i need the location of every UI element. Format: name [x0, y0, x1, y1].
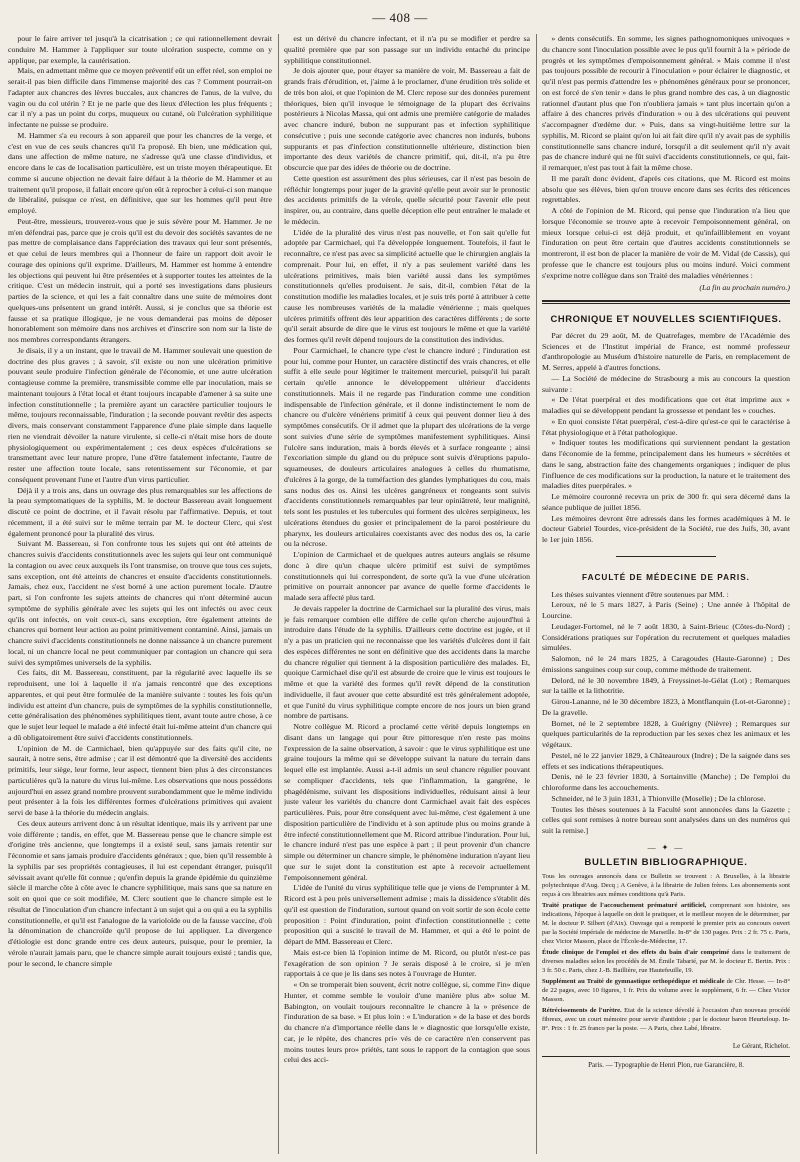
- bulletin-intro: Tous les ouvrages annoncés dans ce Bulletin se trouvent : A Bruxelles, à la librairie polytechnique d'Aug. Decq ; A Genève, à la librairie de Julien frères. Les abonnements sont reçus à ces librairies aux mêmes conditions qu'à Paris.: [542, 873, 790, 899]
- continued-note: (La fin au prochain numéro.): [699, 283, 790, 293]
- paragraph: Par décret du 29 août, M. de Quatrefages, membre de l'Académie des Sciences et de l'Institut impérial de France, est nommé professeur d'anthropologie au Muséum d'histoire naturelle de Paris, en remplacement de M. Serres, appelé à d'autres fonctions.: [542, 330, 790, 372]
- column-middle: [284, 34, 530, 1154]
- chronicle-heading: CHRONIQUE ET NOUVELLES SCIENTIFIQUES.: [550, 313, 782, 324]
- paragraph: pour le faire arriver tel jusqu'à la cicatrisation ; ce qui rationnellement devrait conduire M. Hammer à l'appliquer sur toute ulcération suspecte, comme on y applique, par exemple, la cautérisation.: [8, 34, 272, 65]
- paragraph: » dents consécutifs. En somme, les signes pathognomoniques univoques » du chancre sont l'inoculation possible avec le pus qu'il fournit à la » période de progrès et les symptômes d'empoisonnement général. » Mais comme il n'est pas toujours possible de recourir à l'inoculation » pour éclairer le diagnostic, et qu'il n'est pas permis d'attendre les » phénomènes généraux pour se prononcer, on est forcé de s'en tenir » dans le plus grand nombre des cas, à un diagnostic rationnel d'autant plus que l'on n'oubliera jamais » tant plus incertain qu'on a affaire à des chancres privés d'induration » ou à des ulcérations qui peuvent s'accompagner d'œdème dur. » Puis, dans sa vingt-huitième lettre sur la syphilis, M. Ricord se plaint qu'on lui ait fait dire qu'il n'y avait pas de syphilis constitutionnelle sans chancre induré, lorsqu'il a dit seulement qu'il n'y avait pas de chancre induré qui ne fût suivi d'accidents constitutionnels, ce qui, fait-il remarquer, n'est pas tout à fait la même chose.: [542, 34, 790, 172]
- bulletin-heading: BULLETIN BIBLIOGRAPHIQUE.: [584, 856, 748, 868]
- bibliography-text: comprenant son histoire, ses indications, l'époque à laquelle on doit le pratiquer, et le meilleur moyen de le déterminer, par M. le docteur P. Silbert (d'Aix). Ouvrage qui a remporté le premier prix au concours ouvert par la Société impériale de médecine de Marseille. In-8° de 130 pages. Prix : 2 fr. 75 c. Paris, chez Victor Masson, place de l'École-de-Médecine, 17.: [542, 902, 790, 946]
- bibliography-item: [542, 901, 790, 946]
- bibliography-title: Rétrécissements de l'urètre.: [542, 1007, 622, 1015]
- paragraph: Mais est-ce bien là l'opinion intime de M. Ricord, ou plutôt n'est-ce pas l'exagération de son opinion ? Je serais disposé à le croire, si je m'en rapportais à ce que je lis dans ses notes à l'ouvrage de Hunter.: [284, 947, 530, 979]
- paragraph: Mais, en admettant même que ce moyen préventif eût un effet réel, son emploi ne serait-il pas bien difficile dans l'immense majorité des cas ? Comment pourrait-on l'adapter aux chancres des lèvres buccales, aux chancres de l'anus, de la vulve, du vagin ou du col utérin ? Et je ne parle que des lieux d'élection les plus fréquents ; car il n'y a pas un point du corps, muqueux ou cutané, où l'ulcération syphilitique infectante ne puisse se produire.: [8, 66, 272, 129]
- bibliography-text: dans le traitement de diverses maladies selon les procédés de M. Émile Tabarié, par M. le docteur E. Bertin. Prix : 3 fr. 50 c. Paris, chez J.-B. Baillière, rue Hautefeuille, 19.: [542, 949, 790, 975]
- paragraph: Pour Carmichael, le chancre type c'est le chancre induré ; l'induration est pour lui, comme pour Hunter, un caractère distinctif des vrais chancres, et elle suffit à elle seule pour légitimer le traitement mercuriel, puisqu'il lui paraît certain qu'elle annonce le développement ultérieur d'accidents constitutionnels. Mais il ne regarde pas l'induration comme une condition indispensable de l'infection générale, et il donne indistinctement le nom de chancre ou d'ulcère vénériens primitif à ceux qui peuvent donner lieu à des symptômes consécutifs. Or il admet que la plupart des ulcérations de la verge sont suivies d'une série de symptômes manifestement syphilitiques. Ainsi l'ulcère sans induration, mais à bords élevés et à surface rongeante ; ainsi l'excoriation simple du gland ou du prépuce sont suivis d'éruptions papulo-squameuses, de douleurs articulaires analogues à celles du rhumatisme, d'ulcères à la gorge, de la tuméfaction des glandes lymphatiques du cou, mais sans nodus des os. Ainsi les ulcères gangréneux et rongeants sont suivis d'accidents constitutionnels remarquables par leur opiniâtreté, leur malignité, tels sont les pustules et les tubercules qui forment des ulcères serpigineux, les ulcérations étendues du gosier et principalement de la paroi postérieure du pharynx, les douleurs articulaires coexistants avec des nodus des os, la carie ou la nécrose.: [284, 345, 530, 549]
- theses-list: [542, 590, 790, 837]
- faculty-heading: FACULTÉ DE MÉDECINE DE PARIS.: [582, 572, 750, 582]
- bibliography-title: Étude clinique de l'emploi et des effets du bain d'air comprimé: [542, 949, 730, 957]
- thesis-item: Girou-Lananne, né le 30 décembre 1823, à Montflanquin (Lot-et-Garonne) ; De la gravelle.: [542, 697, 790, 717]
- paragraph: Cette question est assurément des plus sérieuses, car il n'est pas besoin de réfléchir longtemps pour juger de la gravité qu'elle peut avoir sur le pronostic des accidents primitifs de la vérole, quelle sécurité pour l'avenir elle peut inspirer, ou, au contraire, dans quelle déception elle peut entraîner le malade et le médecin.: [284, 173, 530, 226]
- paragraph: Il me paraît donc évident, d'après ces citations, que M. Ricord est moins absolu que ses élèves, bien qu'on trouve encore dans ses écrits des réticences regrettables.: [542, 173, 790, 205]
- thesis-item: Bornet, né le 2 septembre 1828, à Guérigny (Nièvre) ; Remarques sur quelques particularités de la reproduction par les sexes chez les animaux et les végétaux.: [542, 718, 790, 749]
- bibliography-item: [542, 977, 790, 1004]
- paragraph: Ces deux auteurs arrivent donc à un résultat identique, mais ils y arrivent par une voie différente ; tandis, en effet, que M. Bassereau pense que le chancre simple est d'origine très ancienne, que longtemps il a existé seul, sans jamais retentir sur l'économie et sans jamais produire d'accidents généraux ; que, bien qu'il ressemble à la syphilis par ses propriétés contagieuses, il lui est cependant étranger, puisqu'il sévissait avant qu'elle fût connue ; qu'enfin depuis la grande épidémie du quinzième siècle il marche côte à côte avec le chancre syphilitique, mais sans que sa nature en soit en quoi que ce soit modifiée, M. Clerc soutient que le chancre simple est le résultat de l'inoculation d'un chancre infectant à un sujet qui a ou qui a eu la syphilis constitutionnelle, et qu'il est l'analogue de la varioloïde ou de la fausse vaccine, d'où la dénomination de chancroïde qu'il propose de lui appliquer. La divergence d'étiologie est donc grande entre ces deux auteurs, puisque, pour le premier, la vérole n'aurait jamais paru, que le chancre simple aurait toujours existé ; tandis que, pour le second, le chancre simple: [8, 818, 272, 968]
- paragraph: A côté de l'opinion de M. Ricord, qui pense que l'induration n'a lieu que lorsque l'économie se trouve apte à recevoir l'empoisonnement général, on mieux lorsque celui-ci est déjà produit, et qu'infailliblement en voyant l'induration on peut être certain que d'autres accidents constitutionnels se montreront, il est bon de placer la manière de voir de M. Vidal (de Cassis), qui professe que le chancre est toujours plus ou moins induré. Voici comment s'exprime notre collègue dans son Traité des maladies vénériennes :: [542, 206, 790, 280]
- column-divider: [278, 34, 279, 1154]
- bibliography-text: de Chr. Hesse. — In-8° de 22 pages, avec 10 figures, 1 fr. Prix du volume avec le supplément, 6 fr. — Chez Victor Masson.: [542, 978, 790, 1004]
- paragraph: Les thèses suivantes viennent d'être soutenues par MM. :: [551, 589, 729, 599]
- paragraph: Peut-être, messieurs, trouverez-vous que je suis sévère pour M. Hammer. Je ne m'en défendrai pas, parce que je crois qu'il est du devoir des sociétés savantes de ne pas mettre de complaisance dans l'appréciation des travaux qui leur sont présentés, et que celui de leurs membres qui a l'honneur de faire un rapport doit avoir le courage des opinions qu'il exprime. D'ailleurs, M. Hammer est homme à entendre les objections qui peuvent lui être présentées et à supporter toutes les atteintes de la critique. C'est un médecin instruit, qui a porté ses investigations dans plusieurs parties de la science, et qui les a fait connaître dans une suite de mémoires dont quelques-uns présentent un grand intérêt. Aussi, si je conclus que sa théorie est fausse et sa pratique illogique, je ne vous demanderai pas moins de déposer honorablement son mémoire dans nos archives et d'inscrire son nom sur la liste de nos membres correspondants étrangers.: [8, 216, 272, 344]
- paragraph: L'idée de la pluralité des virus n'est pas nouvelle, et l'on sait qu'elle fut adoptée par Carmichael, qui l'a développée longuement. Toutefois, il faut le reconnaître, ce n'est pas avec sa simplicité actuelle que le chirurgien anglais la comprenait. Pour lui, en effet, il n'y a pas seulement variété dans les ulcérations primitives, mais bien variété aussi dans les symptômes constitutionnels qu'elles produisent. Je sais, dit-il, combien l'état de la constitution modifie les maladies locales, et je suis très porté à attribuer à cette cause les nombreuses variétés de la maladie vénérienne ; mais quelques ulcères primitifs offrent dès leur apparition des caractères différents ; de sorte qu'il serait absurde de dire que le virus est toujours le même et que la variété des formes qu'il revêt dépend toujours de la constitution des individus.: [284, 227, 530, 344]
- ornament-divider: — ✦ —: [647, 842, 685, 852]
- paragraph: Ces faits, dit M. Bassereau, constituent, par la régularité avec laquelle ils se reproduisent, une loi à laquelle il n'a jamais rencontré que des exceptions apparentes, et qui peut être formulée de la manière suivante : toutes les fois qu'un individu est atteint d'un chancre, puis de symptômes de la syphilis constitutionnelle, cette généralisation des phénomènes syphilitiques tient, avant toute autre chose, à ce que le sujet leur lequel le malade a été infecté était lui-même atteint d'un chancre qui a dû obligatoirement être suivi d'accidents constitutionnels.: [8, 668, 272, 742]
- thesis-item: Leudager-Fortomel, né le 7 août 1830, à Saint-Brieuc (Côtes-du-Nord) ; Considérations pratiques sur l'opération du recrutement et quelques maladies simulées.: [542, 621, 790, 653]
- thesis-item: Denis, né le 23 février 1830, à Sortainville (Manche) ; De l'emploi du chloroforme dans les accouchements.: [542, 772, 790, 792]
- printer-imprint: Paris. — Typographie de Henri Plon, rue Garancière, 8.: [542, 1056, 790, 1071]
- column-right: [542, 34, 790, 1154]
- paragraph: — La Société de médecine de Strasbourg a mis au concours la question suivante :: [542, 373, 790, 394]
- section-divider: [616, 556, 715, 557]
- paragraph: Je dois ajouter que, pour étayer sa manière de voir, M. Bassereau a fait de grands frais d'érudition, et, j'aime à le proclamer, d'une érudition très solide et de très bon aloi, et que l'opinion de M. Clerc repose sur des données purement théoriques, bien qu'il invoque le témoignage de la plupart des écrivains postérieurs à Nicolas Massa, qui ont admis une première catégorie de malades avec chancre induré, bubon ne suppurant pas et infection syphilitique consécutive ; puis une seconde catégorie avec chancres non indurés, bubons suppurants et pas d'infection constitutionnelle ultérieure, distinction bien importante des deux variétés de chancre primitif, qui, dit-il, n'a pu être obscurcie que par des idées de théorie ou de doctrine.: [284, 66, 530, 172]
- thesis-item: Leroux, né le 5 mars 1827, à Paris (Seine) ; Une année à l'hôpital de Lourcine.: [542, 600, 790, 620]
- thesis-item: Toutes les thèses soutenues à la Faculté sont annoncées dans la Gazette ; celles qui sont remises à notre bureau sont analysées dans un des numéros qui suit la remise.]: [542, 804, 790, 835]
- paragraph: est un dérivé du chancre infectant, et il n'a pu se modifier et perdre sa qualité première que par son passage sur un individu entaché du principe syphilitique constitutionnel.: [284, 34, 530, 65]
- paragraph: Je disais, il y a un instant, que le travail de M. Hammer soulevait une question de doctrine des plus graves ; à savoir, s'il existe ou non une ulcération primitive pouvant seule produire l'infection générale de l'économie, et une autre ulcération contagieuse comme la première, transmissible comme elle par inoculation, mais se maintenant toujours à l'état local et étant toujours incapable d'amener à sa suite une infection constitutionnelle ; la première ayant un caractère particulier toujours le même, toujours reconnaissable, l'induration ; la seconde pouvant revêtir des aspects divers, mais conservant constamment l'apparence d'une plaie simple dans laquelle rien ne viendrait dévoiler la nature virulente, si celle-ci n'était mise hors de doute physiologiquement ou expérimentalement ; ces deux espèces d'ulcérations se transmettant avec leur nature propre, l'une d'être fatalement infectante, l'autre de rester une affection toute locale, sans retentissement sur l'économie, et par conséquent provenant l'une et l'autre d'un virus particulier.: [8, 345, 272, 484]
- thesis-item: Pestel, né le 22 janvier 1829, à Châteauroux (Indre) ; De la saignée dans ses effets et ses indications thérapeutiques.: [542, 750, 790, 771]
- column-left: [8, 34, 272, 1154]
- thesis-item: Schneider, né le 3 juin 1831, à Thionville (Moselle) ; De la chlorose.: [551, 793, 766, 803]
- paragraph: « De l'état puerpéral et des modifications que cet état imprime aux » maladies qui se développent pendant la grossesse et pendant les » couches.: [542, 395, 790, 415]
- thesis-item: Delord, né le 30 novembre 1849, à Freyssinet-le-Gélat (Lot) ; Remarques sur la taille et la lithotritie.: [542, 675, 790, 696]
- manager-signature: Le Gérant, Richelot.: [732, 1042, 790, 1051]
- paragraph: Suivant M. Bassereau, si l'on confronte tous les sujets qui ont été atteints de chancres suivis d'accidents constitutionnels avec les sujets qui leur ont communiqué la contagion ou avec ceux auxquels ils l'ont transmise, on trouve que tous ces sujets, sans exception, ont été atteints de chancres et ensuite d'accidents constitutionnels. Jamais, chez eux, l'accident ne s'est borné à une action purement locale. D'autre part, si l'on confronte les sujets atteints de chancres qui n'ont déterminé aucun symptôme de syphilis générale avec les sujets qui les ont infectés ou avec ceux qu'ils ont infectés, on voit ceux-ci, sans exception, être également atteints de chancres qui bornent leur action au point primitivement contaminé. Ainsi, jamais un chancre suivi d'accidents constitutionnels ne donne naissance à un chancre purement local, ni un chancre local ne peut communiquer par contagion un chancre qui sera suivi des symptômes universels de la syphilis.: [8, 539, 272, 667]
- paragraph: Le mémoire couronné recevra un prix de 300 fr. qui sera décerné dans la séance publique de juillet 1856.: [542, 492, 790, 512]
- thesis-item: Salomon, né le 24 mars 1825, à Caragoudes (Haute-Garonne) ; Des émissions sanguines coup sur coup, comme méthode de traitement.: [542, 654, 790, 674]
- paragraph: Déjà il y a trois ans, dans un ouvrage des plus remarquables sur les affections de la peau symptomatiques de la syphilis, M. le docteur Bassereau avait longuement discuté ce point de doctrine, et il l'avait résolu par l'affirmative. Depuis, et tout récemment, il a été suivi sur le même terrain par M. le docteur Clerc, qui s'est également prononcé pour la pluralité des virus.: [8, 485, 272, 538]
- paragraph: L'opinion de M. de Carmichael, bien qu'appuyée sur des faits qu'il cite, ne saurait, à notre sens, être admise ; car il est démontré que la diversité des accidents primitifs, leur siège, leur forme, leur aspect, tiennent bien plus à des circonstances particulières qu'à la nature du virus lui-même. Les observations que nous possédons aujourd'hui en assez grand nombre prouvent surabondamment que le même individu peut présenter à la fois les différentes formes d'ulcérations primitives qui avaient servi de base à la théorie du médecin anglais.: [8, 743, 272, 817]
- paragraph: L'opinion de Carmichael et de quelques autres auteurs anglais se résume donc à dire qu'un chaque ulcère primitif est suivi de symptômes constitutionnels qui lui correspondent, de sorte qu'à la vue d'une ulcération primitive on pourrait annoncer par avance de quelle forme d'accidents le malade sera affecté plus tard.: [284, 550, 530, 602]
- paragraph: Les mémoires devront être adressés dans les formes académiques à M. le docteur Gabriel Tourdes, vice-président de la Société, rue des Juifs, 30, avant le 1er juin 1856.: [542, 513, 790, 544]
- paragraph: L'idée de l'unité du virus syphilitique telle que je viens de l'emprunter à M. Ricord est à peu près universellement admise ; mais la dissidence s'établit dès qu'il est question de l'induration, surtout quand on voit sortir de son école cette proposition : Point d'induration, point d'infection constitutionnelle ; cette proposition qui a suscité le travail de M. Hammer, et qui a été le point de départ de MM. Bassereau et Clerc.: [284, 883, 530, 946]
- bibliography-list: [542, 872, 790, 1033]
- section-divider: [542, 300, 790, 304]
- column-divider: [536, 34, 537, 1154]
- page-number: — 408 —: [372, 10, 428, 25]
- bibliography-item: [542, 948, 790, 975]
- paragraph: « On se tromperait bien souvent, écrit notre collègue, si, comme l'in» dique Hunter, et comme semble le vouloir d'une manière plus ab» solue M. Babington, on voulait toujours reconnaître le chancre à la » présence de l'induration de sa base. » Et plus loin : « L'induration » de la base et des bords du chancre n'a d'importance réelle dans le » diagnostic que lorsqu'elle existe, car, je le répète, des chancres pri» vés de ce caractère n'en conservent pas moins toutes leurs pro» priétés, tant sous le rapport de la contagion que sous celui des acci-: [284, 980, 530, 1065]
- bibliography-text: Etat de la science dévoilé à l'occasion d'un nouveau procédé fibreux, avec un court mémoire pour servir d'antidote ; par le docteur baron Heurteloup. In-8°. Prix : 1 fr. 25 franco par la poste. — A Paris, chez Labé, libraire.: [542, 1007, 790, 1033]
- paragraph: » Indiquer toutes les modifications qui surviennent pendant la gestation dans l'économie de la femme, principalement dans les humeurs » sécrétées et dans le sang, abstraction faite des changements organiques ; indiquer de plus l'influence de ces modifications sur la production, la nature et le traitement des maladies dites puerpérales. »: [542, 438, 790, 491]
- bibliography-title: Supplément au Traité de gymnastique orthopédique et médicale: [542, 978, 725, 986]
- bibliography-title: Traité pratique de l'accouchement prématuré artificiel,: [542, 902, 707, 910]
- bibliography-item: [542, 1006, 790, 1033]
- paragraph: M. Hammer s'a eu recours à son appareil que pour les chancres de la verge, et c'est en vue de ces seuls chancres qu'il l'a proposé. Eh bien, une médication qui, dans une affection de même nature, ne s'adresse qu'à une classe d'individus, et encore dans le cas de localisation particulière, est un triste moyen thérapeutique. Et comme si aucune objection ne devait faire défaut à la théorie de M. Hammer et au traitement qu'il propose, il fallait encore qu'on eût à reprocher à celui-ci son manque de libéralité, puisque ce n'est, en définitive, que sur les hommes qu'il peut être employé.: [8, 130, 272, 215]
- paragraph: Notre collègue M. Ricord a proclamé cette vérité depuis longtemps en disant dans un langage qui pour être pittoresque n'en reste pas moins l'expression de la saine observation, à savoir : que le virus syphilitique est une graine toujours la même qui se développe suivant la nature du terrain dans lequel elle est implantée. Aussi a-t-il admis un seul chancre régulier pouvant se compliquer d'accidents, tels que l'inflammation, la gangrène, le phagédénisme, suivant les dispositions individuelles, réduisant ainsi à leur juste valeur les variétés du chancre dont Carmichael avait fait des espèces particulières. Puis, pour être conséquent avec lui-même, c'est également à une disposition particulière de l'individu et à son aptitude plus ou moins grande à être infecté constitutionnellement que M. Ricord attribue l'induration. Pour lui, le chancre induré n'est pas une espèce à part ; il peut provenir d'un chancre simple ou déterminer un chancre simple, le phénomène induration n'ayant lieu que sur le sujet dont la constitution est apte à recevoir actuellement l'empoisonnement général.: [284, 722, 530, 882]
- paragraph: Je devais rappeler la doctrine de Carmichael sur la pluralité des virus, mais je fais remarquer combien elle diffère de celle qu'on cherche aujourd'hui à introduire dans l'étude de la syphilis. D'ailleurs cette doctrine est jugée, et il n'y a pas un praticien qui ne reconnaisse que les variétés d'ulcères dont il fait des espèces différentes ne sont en définitive que des accidents dans la marche du chancre régulier qui tiennent à la disposition particulière des malades. Et, quoique Carmichael dise qu'il est absurde de croire que le virus est toujours le même et que la variété des formes qu'il revêt dépend de la constitution individuelle, il faut avouer que cette absurdité est très généralement adoptée, et que l'unité du virus syphilitique compte encore de nos jours un bien grand nombre de partisans.: [284, 603, 530, 721]
- paragraph: » En quoi consiste l'état puerpéral, c'est-à-dire qu'est-ce qui le caractérise à l'état physiologique et à l'état pathologique.: [542, 416, 790, 437]
